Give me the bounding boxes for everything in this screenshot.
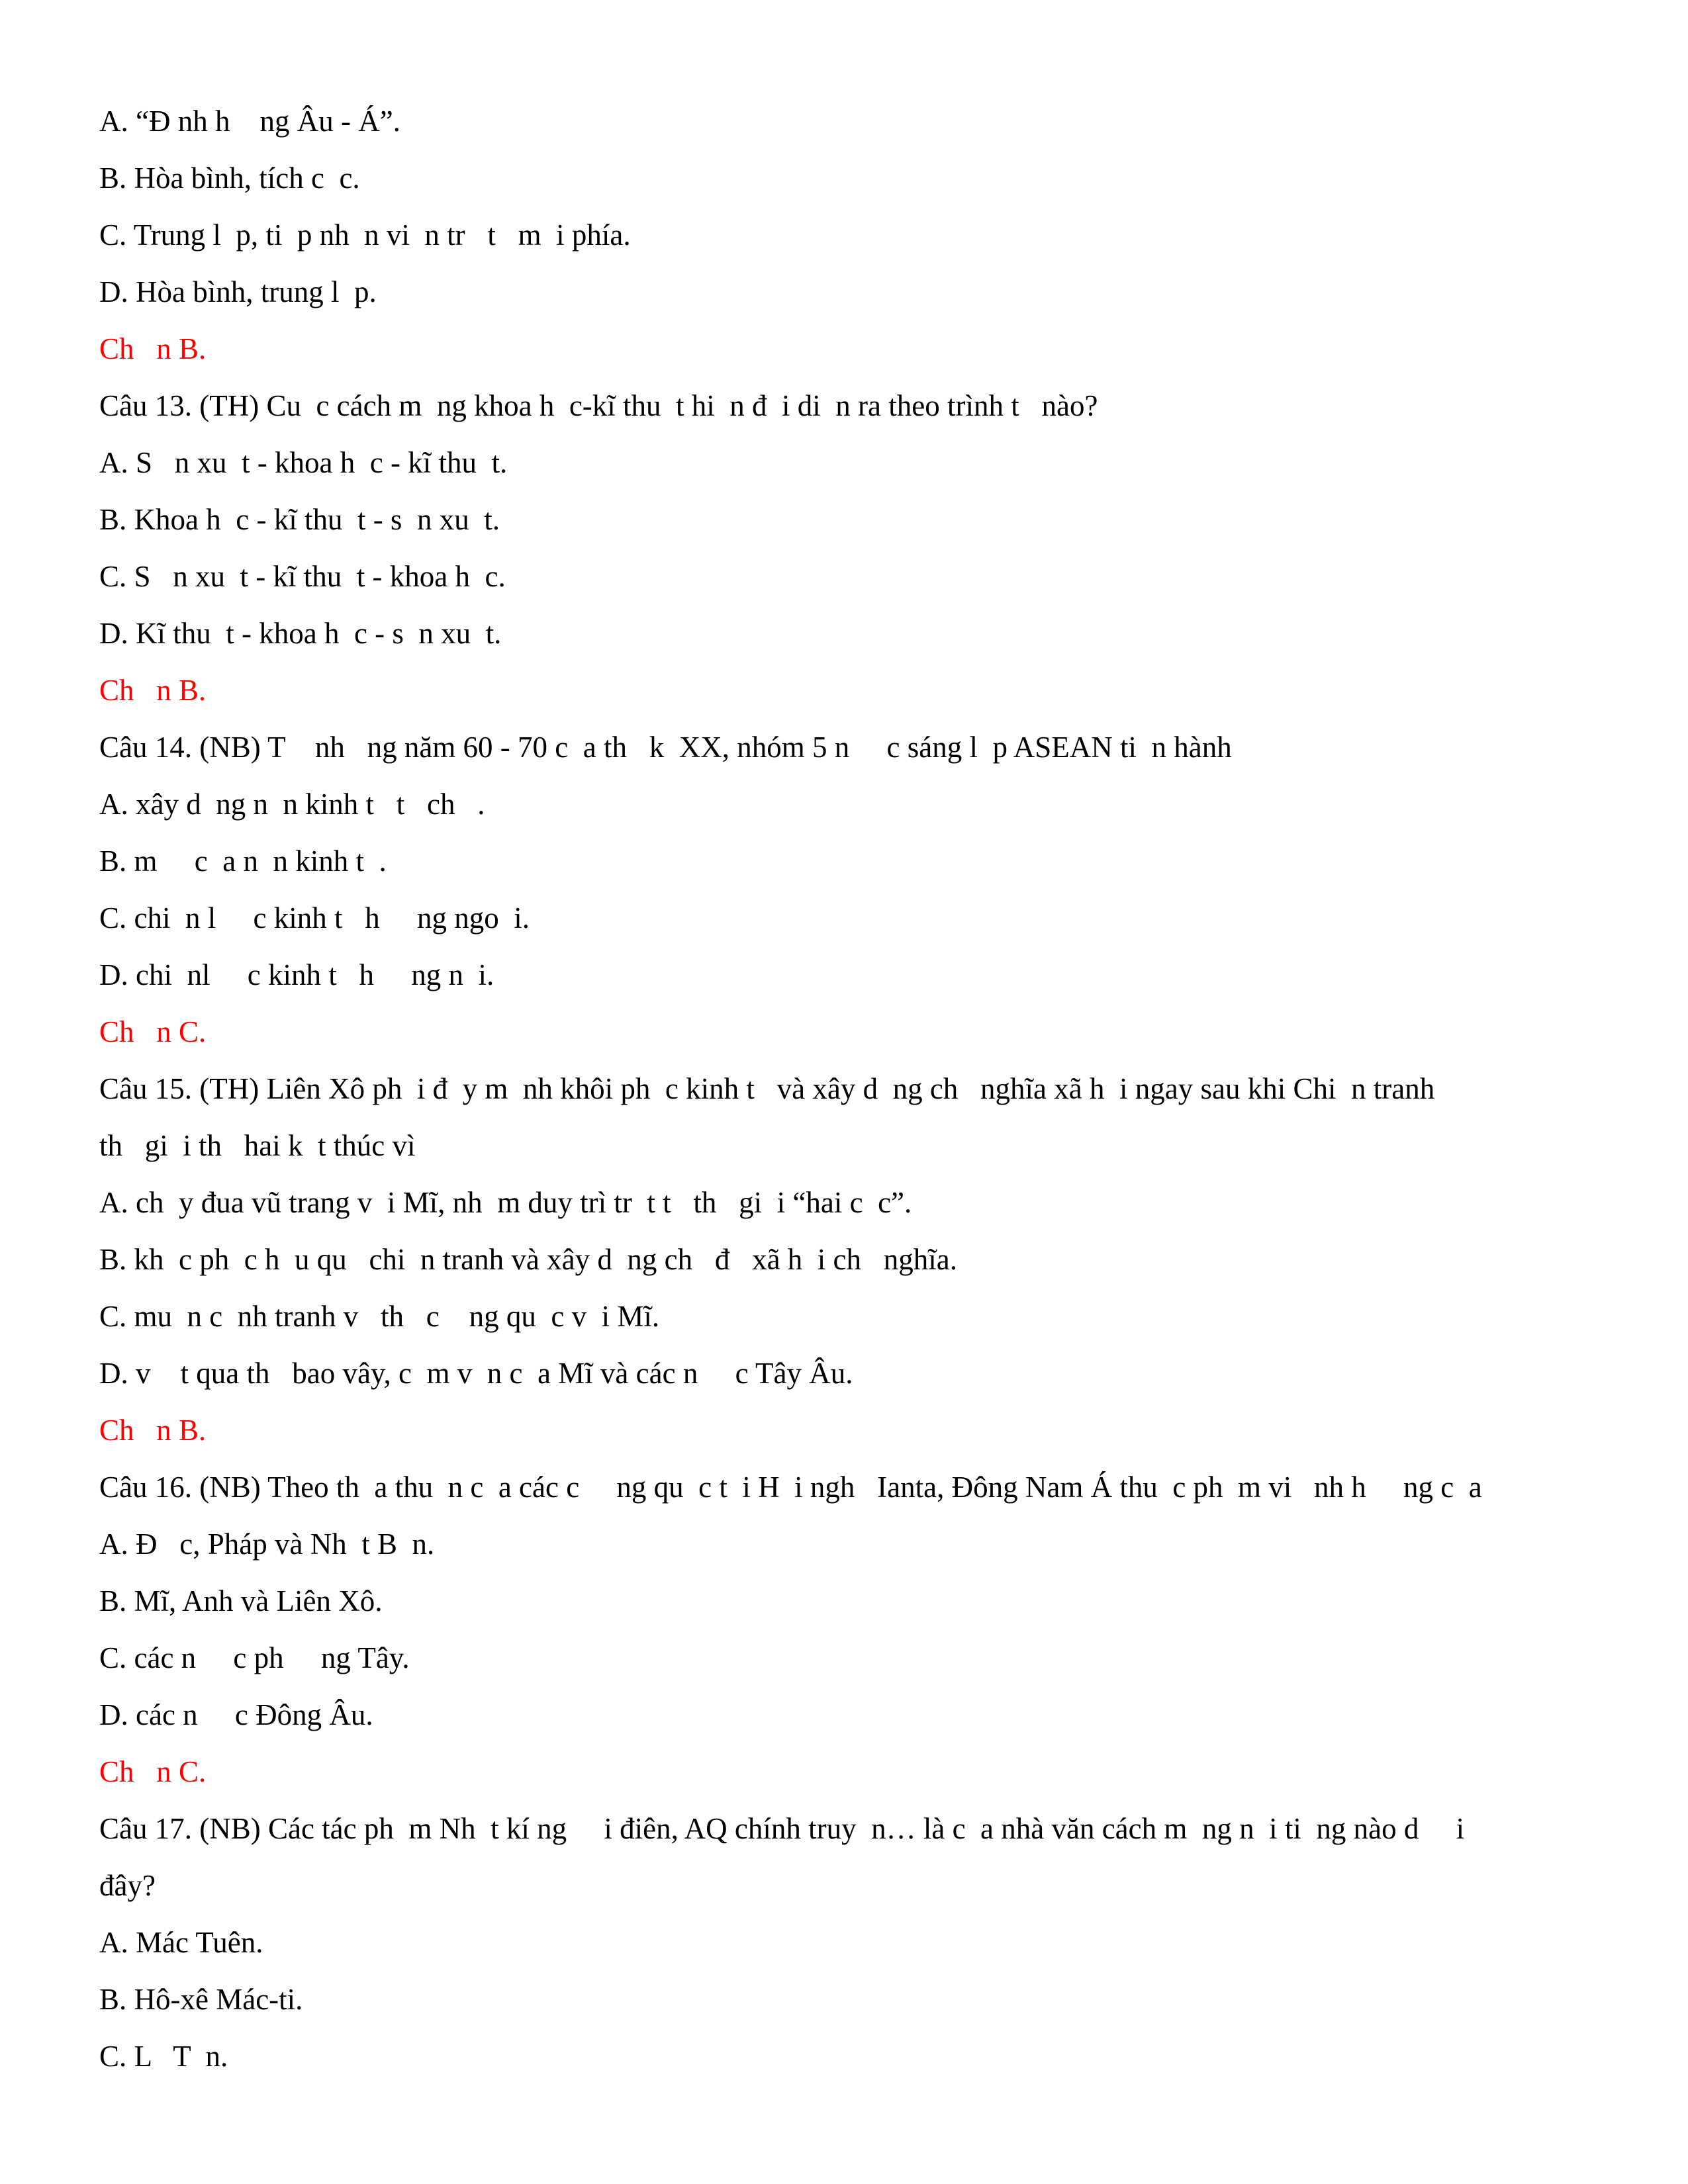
- option-line: C. S n xu t - kĩ thu t - khoa h c.: [99, 560, 506, 593]
- option-line: B. Hòa bình, tích c c.: [99, 161, 360, 195]
- question-line: Câu 16. (NB) Theo th a thu n c a các c ng qu c t i H i ngh Ianta, Đông Nam Á thu c ph m vi nh h ng c a: [99, 1471, 1482, 1504]
- option-line: D. Kĩ thu t - khoa h c - s n xu t.: [99, 617, 502, 650]
- option-line: A. Mác Tuên.: [99, 1926, 263, 1959]
- answer-line: Ch n B.: [99, 1414, 207, 1447]
- option-line: D. Hòa bình, trung l p.: [99, 275, 377, 308]
- question-line: đây?: [99, 1869, 156, 1902]
- option-line: D. chi nl c kinh t h ng n i.: [99, 958, 494, 991]
- option-line: C. Trung l p, ti p nh n vi n tr t m i phía.: [99, 218, 631, 251]
- option-line: A. ch y đua vũ trang v i Mĩ, nh m duy trì tr t t th gi i “hai c c”.: [99, 1186, 912, 1219]
- option-line: C. L T n.: [99, 2040, 228, 2073]
- option-line: B. kh c ph c h u qu chi n tranh và xây d ng ch đ xã h i ch nghĩa.: [99, 1243, 957, 1276]
- option-line: A. xây d ng n n kinh t t ch .: [99, 788, 485, 821]
- question-line: Câu 15. (TH) Liên Xô ph i đ y m nh khôi ph c kinh t và xây d ng ch nghĩa xã h i ngay sau khi Chi n tranh: [99, 1072, 1435, 1105]
- answer-line: Ch n B.: [99, 674, 207, 707]
- option-line: B. Mĩ, Anh và Liên Xô.: [99, 1584, 383, 1617]
- question-line: Câu 13. (TH) Cu c cách m ng khoa h c-kĩ thu t hi n đ i di n ra theo trình t nào?: [99, 389, 1098, 422]
- option-line: D. v t qua th bao vây, c m v n c a Mĩ và các n c Tây Âu.: [99, 1357, 853, 1390]
- option-line: B. Khoa h c - kĩ thu t - s n xu t.: [99, 503, 500, 536]
- option-line: C. chi n l c kinh t h ng ngo i.: [99, 901, 530, 934]
- option-line: B. m c a n n kinh t .: [99, 844, 387, 878]
- answer-line: Ch n B.: [99, 332, 207, 365]
- option-line: A. Đ c, Pháp và Nh t B n.: [99, 1527, 435, 1561]
- document-body: [99, 93, 1589, 2085]
- question-line: Câu 17. (NB) Các tác ph m Nh t kí ng i điên, AQ chính truy n… là c a nhà văn cách m ng n i ti ng nào d i: [99, 1812, 1465, 1845]
- option-line: C. mu n c nh tranh v th c ng qu c v i Mĩ.: [99, 1300, 660, 1333]
- option-line: B. Hô-xê Mác-ti.: [99, 1983, 303, 2016]
- answer-line: Ch n C.: [99, 1015, 207, 1048]
- option-line: A. “Đ nh h ng Âu - Á”.: [99, 105, 400, 138]
- option-line: A. S n xu t - khoa h c - kĩ thu t.: [99, 446, 508, 479]
- question-line: th gi i th hai k t thúc vì: [99, 1129, 416, 1162]
- answer-line: Ch n C.: [99, 1755, 207, 1788]
- option-line: C. các n c ph ng Tây.: [99, 1641, 410, 1674]
- option-line: D. các n c Đông Âu.: [99, 1698, 373, 1731]
- question-line: Câu 14. (NB) T nh ng năm 60 - 70 c a th k XX, nhóm 5 n c sáng l p ASEAN ti n hành: [99, 731, 1232, 764]
